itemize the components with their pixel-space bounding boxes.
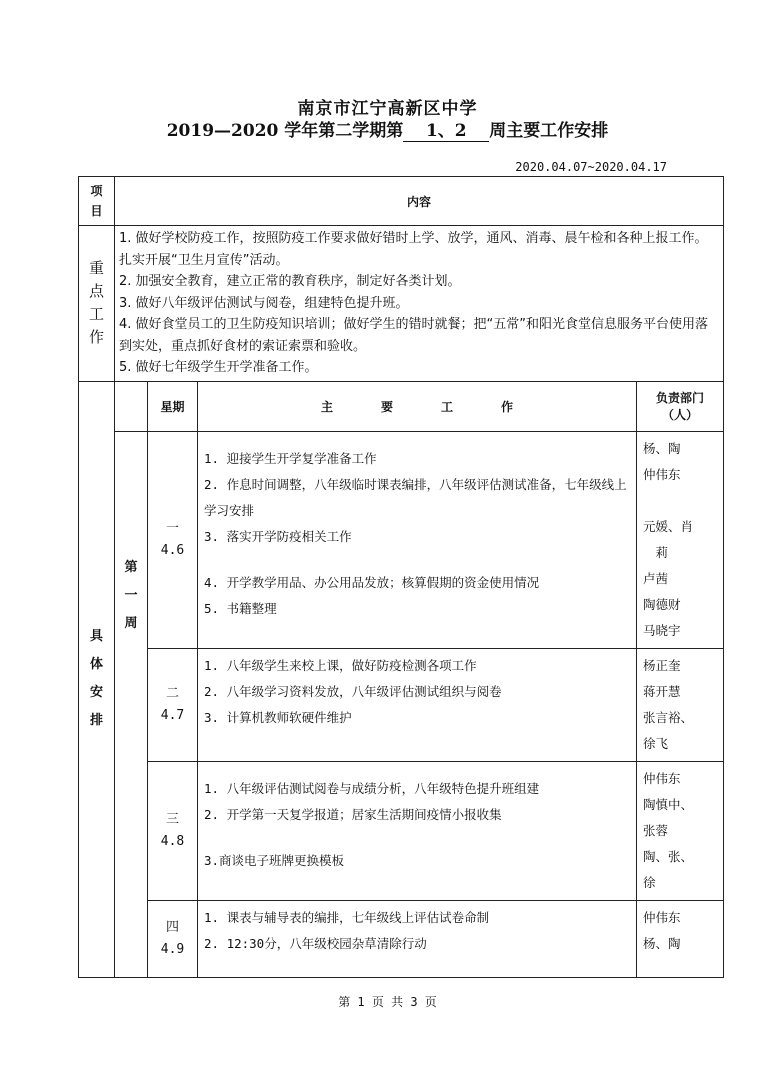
main-work-char: 主 [320,399,333,414]
work-line: 3.商谈电子班牌更换模板 [204,852,345,868]
week-label [115,431,148,977]
resp-line: 陶德财 [643,596,681,612]
subheader-blank [115,381,148,431]
week-char: 第 [124,560,138,575]
work-line: 2. 作息时间调整，八年级临时课表编排，八年级评估测试准备，七年级线上学习安排 [204,476,627,518]
key-work-content [115,226,724,382]
key-work-char: 点 [88,282,104,301]
resp-line: 卢茜 [643,570,669,586]
day-name: 二 [165,685,179,701]
work-cell [198,761,637,900]
day-name: 三 [165,811,179,827]
schedule-title [0,116,775,142]
detail-char: 安 [89,685,103,700]
schedule-table [78,176,724,978]
day-row [79,431,724,648]
responsible-line-2: （人） [662,408,699,422]
resp-line: 杨正奎 [643,657,681,673]
day-cell [148,431,198,648]
key-work-char: 重 [88,259,104,278]
subheader-weekday: 星期 [148,381,198,431]
work-line: 2. 八年级学习资料发放，八年级评估测试组织与阅卷 [204,683,502,699]
day-name: 一 [165,520,179,536]
resp-line [643,488,717,514]
key-work-char: 作 [88,328,104,347]
work-cell [198,648,637,761]
day-row [79,900,724,977]
date-range: 2020.04.07~2020.04.17 [515,160,667,174]
main-work-char: 工 [440,399,453,414]
table-header-row [79,177,724,226]
resp-line: 杨、陶 [643,440,681,456]
resp-line: 仲伟东 [643,466,681,482]
title-suffix: 周主要工作安排 [489,121,609,141]
key-work-char: 工 [88,305,104,324]
work-line: 2. 12:30分，八年级校园杂草清除行动 [204,935,427,951]
day-cell [148,900,198,977]
resp-line: 元媛、肖 [643,518,694,534]
resp-line: 杨、陶 [643,935,681,951]
subheader-responsible [637,381,724,431]
work-line: 1. 八年级评估测试阅卷与成绩分析，八年级特色提升班组建 [204,780,540,796]
day-cell [148,648,198,761]
resp-line: 马晓宇 [643,622,681,638]
work-line: 5. 书籍整理 [204,600,277,616]
resp-cell [637,900,724,977]
main-work-char: 要 [380,399,393,414]
key-work-item: 3. 做好八年级评估测试与阅卷，组建特色提升班。 [119,295,409,311]
title-weeks: 1、2 [403,116,489,142]
day-date: 4.6 [160,542,185,558]
detail-subheader-row [79,381,724,431]
key-work-item: 4. 做好食堂员工的卫生防疫知识培训；做好学生的错时就餐；把“五常”和阳光食堂信息服务平台使用落到实处，重点抓好食材的索证索票和验收。 [119,317,709,354]
key-work-label [79,226,115,382]
work-line: 1. 课表与辅导表的编排，七年级线上评估试卷命制 [204,909,490,925]
work-line [204,766,630,776]
work-line: 3. 落实开学防疫相关工作 [204,528,352,544]
detail-char: 具 [89,629,103,644]
work-line [204,550,630,570]
main-work-char: 作 [500,399,513,414]
header-content-cell: 内容 [115,177,724,226]
detail-char: 体 [89,657,103,672]
work-line [204,436,630,446]
resp-line: 陶、张、 [643,848,694,864]
resp-line: 陶慎中、 [643,796,694,812]
work-line: 2. 开学第一天复学报道；居家生活期间疫情小报收集 [204,806,502,822]
day-name: 四 [165,919,179,935]
resp-line: 仲伟东 [643,909,681,925]
day-date: 4.7 [160,707,185,723]
detail-label [79,381,115,977]
resp-line: 张蓉 [643,822,669,838]
work-line: 1. 八年级学生来校上课，做好防疫检测各项工作 [204,657,477,673]
resp-line: 仲伟东 [643,770,681,786]
work-cell [198,431,637,648]
work-cell [198,900,637,977]
day-cell [148,761,198,900]
school-title: 南京市江宁高新区中学 [297,99,478,119]
key-work-item: 1. 做好学校防疫工作，按照防疫工作要求做好错时上学、放学，通风、消毒、晨午检和各种上报工作。扎实开展“卫生月宣传”活动。 [119,231,708,268]
resp-line: 莉 [643,544,669,560]
resp-cell [637,648,724,761]
header-item-line-1: 项 [90,184,103,198]
detail-char: 排 [89,713,103,728]
work-line: 1. 迎接学生开学复学准备工作 [204,450,377,466]
day-date: 4.8 [160,833,185,849]
header-item-line-2: 目 [90,204,103,218]
key-work-item: 2. 加强安全教育，建立正常的教育秩序，制定好各类计划。 [119,274,461,289]
resp-line: 蒋开慧 [643,683,681,699]
resp-cell [637,431,724,648]
title-prefix: 2019—2020 学年第二学期第 [166,121,404,141]
work-line: 4. 开学教学用品、办公用品发放；核算假期的资金使用情况 [204,574,540,590]
key-work-item: 5. 做好七年级学生开学准备工作。 [119,360,318,375]
week-char: 一 [124,588,138,603]
subheader-main-work [198,381,637,431]
work-line: 3. 计算机教师软硬件维护 [204,709,352,725]
responsible-line-1: 负责部门 [656,391,705,405]
resp-line: 张言裕、 [643,709,694,725]
day-date: 4.9 [160,941,185,957]
resp-line: 徐飞 [643,735,669,751]
key-work-row [79,226,724,382]
week-char: 周 [124,616,138,631]
resp-cell [637,761,724,900]
day-row [79,648,724,761]
work-line [204,828,630,848]
page-footer: 第 1 页 共 3 页 [338,995,437,1009]
resp-line: 徐 [643,874,656,890]
day-row [79,761,724,900]
header-item-cell [79,177,115,226]
